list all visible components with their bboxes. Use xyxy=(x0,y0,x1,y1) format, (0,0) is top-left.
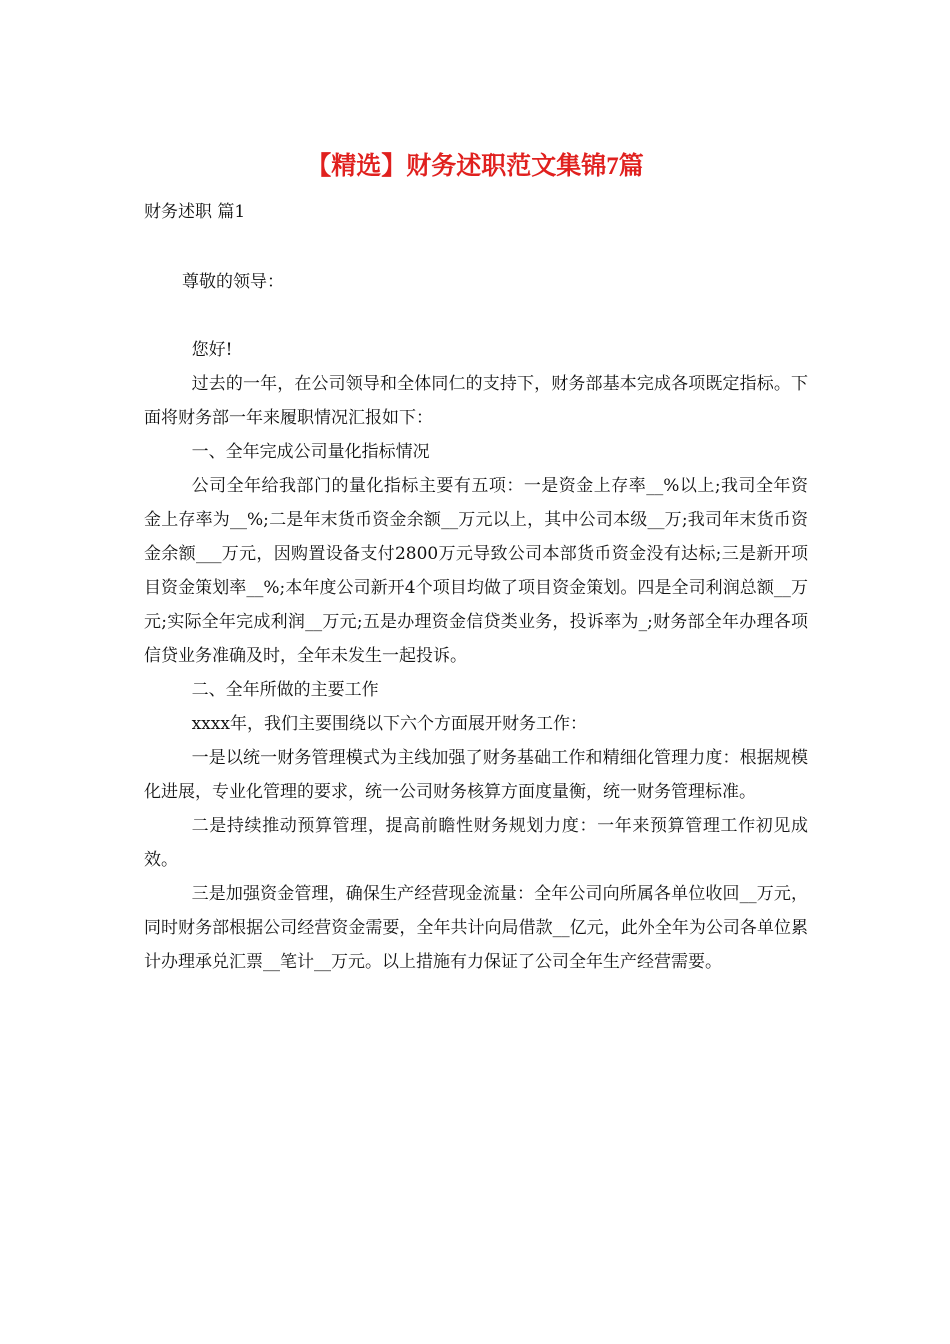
paragraph-intro: 过去的一年，在公司领导和全体同仁的支持下，财务部基本完成各项既定指标。下面将财务部一年来履职情况汇报如下： xyxy=(144,374,808,428)
paragraph-work-3: 三是加强资金管理，确保生产经营现金流量：全年公司向所属各单位收回__万元，同时财务部根据公司经营资金需要，全年共计向局借款__亿元，此外全年为公司各单位累计办理承兑汇票__笔计__万元。以上措施有力保证了公司全年生产经营需要。 xyxy=(144,884,808,972)
paragraph-work-1: 一是以统一财务管理模式为主线加强了财务基础工作和精细化管理力度：根据规模化进展，专业化管理的要求，统一公司财务核算方面度量衡，统一财务管理标准。 xyxy=(144,748,808,802)
heading-section-2: 二、全年所做的主要工作 xyxy=(191,680,379,700)
document-title xyxy=(0,146,950,187)
paragraph-work-2: 二是持续推动预算管理，提高前瞻性财务规划力度：一年来预算管理工作初见成效。 xyxy=(144,816,808,870)
section-heading: 财务述职 篇1 xyxy=(144,202,246,222)
paragraph-indicators: 公司全年给我部门的量化指标主要有五项：一是资金上存率__%以上;我司全年资金上存率为__%;二是年末货币资金余额__万元以上，其中公司本级__万;我司年末货币资金余额___万元，因购置设备支付2800万元导致公司本部货币资金没有达标;三是新开项目资金策划率__%;本年度公司新开4个项目均做了项目资金策划。四是全司利润总额__万元;实际全年完成利润__万元;五是办理资金信贷类业务，投诉率为_;财务部全年办理各项信贷业务准确及时，全年未发生一起投诉。 xyxy=(144,476,808,666)
document-body xyxy=(144,333,808,979)
heading-section-1: 一、全年完成公司量化指标情况 xyxy=(191,442,430,462)
document-title-main: 【精选】财务述职范文集锦 xyxy=(306,151,607,180)
paragraph-work-overview: xxxx年，我们主要围绕以下六个方面展开财务工作： xyxy=(191,714,587,734)
document-title-count: 7篇 xyxy=(606,153,644,180)
salutation: 尊敬的领导： xyxy=(182,272,284,292)
paragraph-greeting: 您好! xyxy=(191,340,233,360)
